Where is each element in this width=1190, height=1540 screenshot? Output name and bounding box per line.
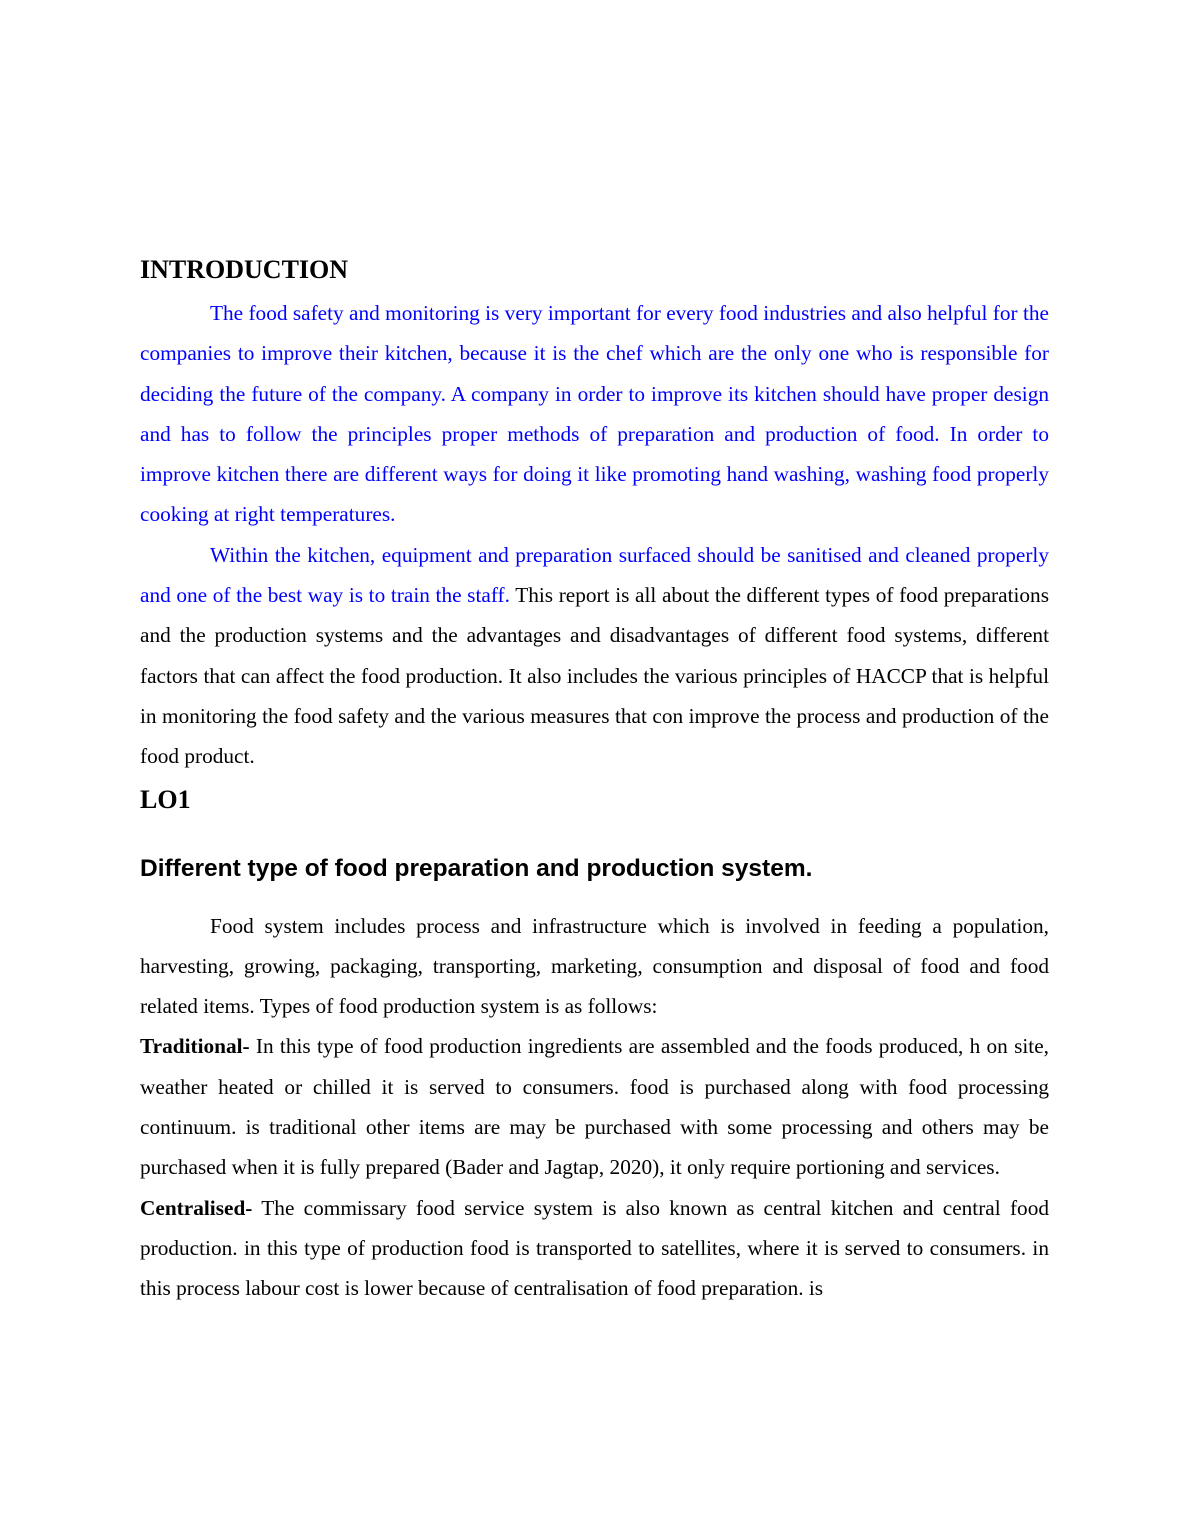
traditional-term: Traditional- <box>140 1034 250 1059</box>
centralised-paragraph <box>140 1188 1049 1309</box>
centralised-term: Centralised- <box>140 1195 253 1220</box>
introduction-heading: INTRODUCTION <box>140 255 349 284</box>
introduction-paragraph-2-text: This report is all about the different types of food preparations and the production systems and the advantages and disadvantages of different food systems, different factors that can affect the food production. It also includes the various principles of HACCP that is helpful in monitoring the food safety and the various measures that con improve the process and production of the food product. <box>140 583 1049 769</box>
document-page <box>140 250 1049 1309</box>
introduction-paragraph-2 <box>140 535 1049 777</box>
traditional-paragraph <box>140 1026 1049 1187</box>
introduction-paragraph-1: The food safety and monitoring is very important for every food industries and also helpful for the companies to improve their kitchen, because it is the chef which are the only one who is responsible for deciding the future of the company. A company in order to improve its kitchen should have proper design and has to follow the principles proper methods of preparation and production of food. In order to improve kitchen there are different ways for doing it like promoting hand washing, washing food properly cooking at right temperatures. <box>140 301 1049 527</box>
traditional-text: In this type of food production ingredients are assembled and the foods produced, h on site, weather heated or chilled it is served to consumers. food is purchased along with food processing continuum. is traditional other items are may be purchased with some processing and others may be purchased when it is fully prepared (Bader and Jagtap, 2020), it only require portioning and services. <box>140 1034 1049 1180</box>
food-system-paragraph: Food system includes process and infrastructure which is involved in feeding a population, harvesting, growing, packaging, transporting, marketing, consumption and disposal of food and food related items. Types of food production system is as follows: <box>140 913 1049 1019</box>
lo1-heading: LO1 <box>140 784 191 814</box>
section-heading: Different type of food preparation and production system. <box>140 854 813 882</box>
introduction-paragraph-2-highlighted: Within the kitchen, equipment and preparation surfaced should be sanitised and cleaned properly and one of the best way is to train the staff. <box>140 542 1049 608</box>
centralised-text: The commissary food service system is also known as central kitchen and central food production. in this type of production food is transported to satellites, where it is served to consumers. in this process labour cost is lower because of centralisation of food preparation. is <box>140 1195 1049 1301</box>
